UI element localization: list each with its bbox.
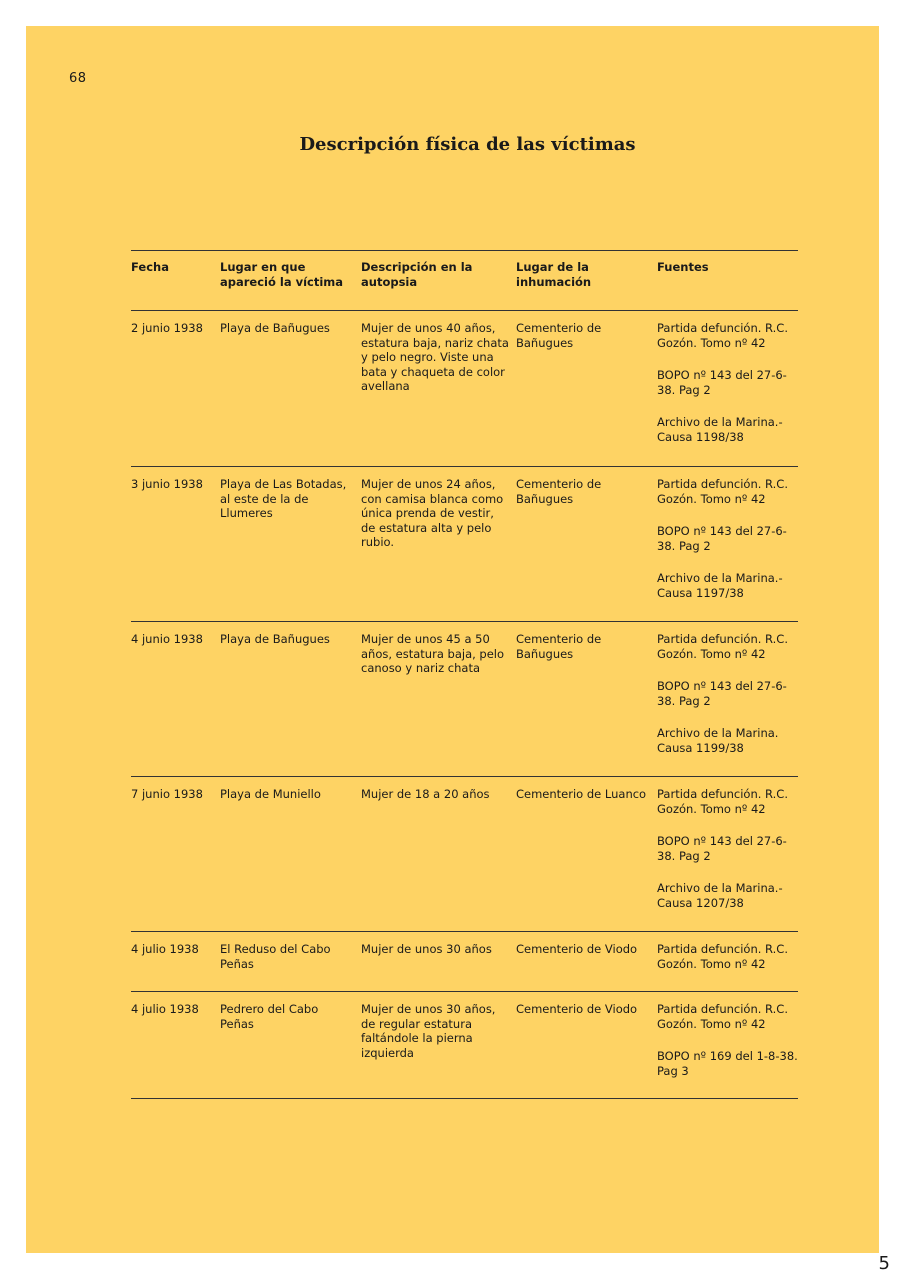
cell-fuentes [657, 932, 798, 991]
source-entry: Partida defunción. R.C. Gozón. Tomo nº 42 [657, 632, 788, 661]
header-fuentes: Fuentes [657, 260, 709, 274]
cell-descripcion: Mujer de unos 30 años [361, 942, 492, 956]
source-entry: Partida defunción. R.C. Gozón. Tomo nº 42 [657, 321, 788, 350]
page-number: 68 [69, 71, 87, 86]
cell-inhumacion: Cementerio de Bañugues [516, 632, 602, 661]
cell-inhumacion: Cementerio de Viodo [516, 942, 638, 956]
cell-lugar: Playa de Bañugues [220, 632, 330, 646]
cell-fecha: 3 junio 1938 [131, 477, 203, 491]
source-entry: Partida defunción. R.C. Gozón. Tomo nº 42 [657, 477, 788, 506]
cell-fecha: 7 junio 1938 [131, 787, 203, 801]
cell-fecha: 4 junio 1938 [131, 632, 203, 646]
header-fecha: Fecha [131, 260, 169, 274]
cell-inhumacion: Cementerio de Bañugues [516, 477, 602, 506]
source-entry: BOPO nº 143 del 27-6-38. Pag 2 [657, 368, 787, 397]
cell-fecha: 4 julio 1938 [131, 942, 199, 956]
table-row [131, 932, 798, 992]
cell-descripcion: Mujer de unos 45 a 50 años, estatura baja, pelo canoso y nariz chata [361, 632, 505, 676]
source-entry: Archivo de la Marina.- Causa 1198/38 [657, 415, 783, 444]
cell-inhumacion: Cementerio de Bañugues [516, 321, 602, 350]
cell-fuentes [657, 992, 798, 1098]
corner-page-number: 5 [878, 1253, 890, 1274]
cell-fuentes [657, 777, 798, 931]
table-row [131, 622, 798, 777]
source-entry: Archivo de la Marina. Causa 1199/38 [657, 726, 779, 755]
cell-fuentes [657, 622, 798, 776]
source-entry: BOPO nº 143 del 27-6-38. Pag 2 [657, 524, 787, 553]
page-title: Descripción física de las víctimas [299, 134, 636, 155]
cell-fuentes [657, 311, 798, 466]
source-entry: Partida defunción. R.C. Gozón. Tomo nº 42 [657, 787, 788, 816]
cell-inhumacion: Cementerio de Viodo [516, 1002, 638, 1016]
table-row [131, 467, 798, 622]
cell-lugar: El Reduso del Cabo Peñas [220, 942, 331, 971]
cell-fuentes [657, 467, 798, 621]
header-descripcion: Descripción en la autopsia [361, 260, 473, 289]
header-inhumacion: Lugar de la inhumación [516, 260, 592, 289]
header-lugar: Lugar en que apareció la víctima [220, 260, 344, 289]
document-page [26, 26, 879, 1253]
table-header-row [131, 251, 798, 311]
source-entry: BOPO nº 143 del 27-6-38. Pag 2 [657, 679, 787, 708]
cell-lugar: Playa de Bañugues [220, 321, 330, 335]
table-row [131, 992, 798, 1099]
source-entry: Partida defunción. R.C. Gozón. Tomo nº 42 [657, 1002, 788, 1031]
cell-lugar: Playa de Muniello [220, 787, 321, 801]
source-entry: Archivo de la Marina.- Causa 1197/38 [657, 571, 783, 600]
source-entry: Archivo de la Marina.- Causa 1207/38 [657, 881, 783, 910]
cell-descripcion: Mujer de unos 30 años, de regular estatura faltándole la pierna izquierda [361, 1002, 496, 1060]
cell-fecha: 2 junio 1938 [131, 321, 203, 335]
cell-inhumacion: Cementerio de Luanco [516, 787, 647, 801]
source-entry: Partida defunción. R.C. Gozón. Tomo nº 42 [657, 942, 788, 971]
victims-table [131, 250, 798, 1099]
source-entry: BOPO nº 143 del 27-6-38. Pag 2 [657, 834, 787, 863]
cell-lugar: Playa de Las Botadas, al este de la de Llumeres [220, 477, 347, 521]
cell-lugar: Pedrero del Cabo Peñas [220, 1002, 319, 1031]
cell-descripcion: Mujer de unos 40 años, estatura baja, nariz chata y pelo negro. Viste una bata y chaqueta de color avellana [361, 321, 509, 394]
cell-descripcion: Mujer de 18 a 20 años [361, 787, 490, 801]
source-entry: BOPO nº 169 del 1-8-38. Pag 3 [657, 1049, 798, 1078]
table-row [131, 777, 798, 932]
table-row [131, 311, 798, 467]
cell-fecha: 4 julio 1938 [131, 1002, 199, 1016]
cell-descripcion: Mujer de unos 24 años, con camisa blanca como única prenda de vestir, de estatura alta y pelo rubio. [361, 477, 504, 550]
